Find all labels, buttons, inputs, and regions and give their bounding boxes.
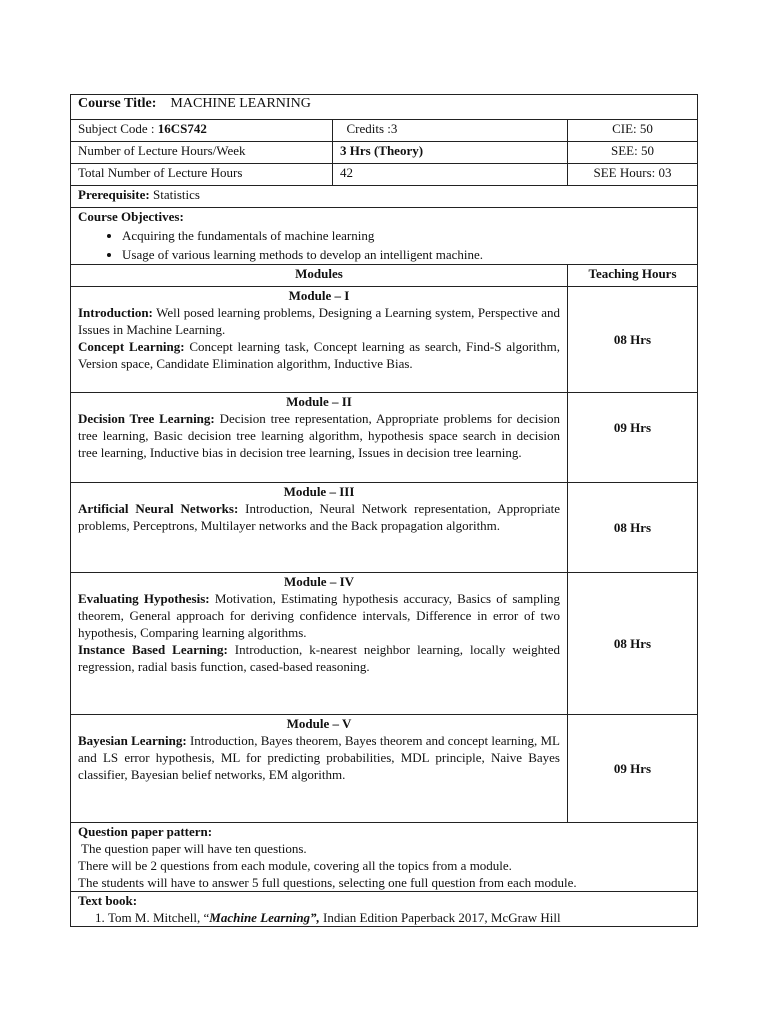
module-hours: 08 Hrs <box>568 573 698 715</box>
module-topic <box>78 590 560 641</box>
cie: CIE: 50 <box>568 120 698 142</box>
module-topic <box>78 338 560 372</box>
objectives-label: Course Objectives: <box>78 209 184 224</box>
course-title-label: Course Title: <box>78 96 157 111</box>
credits: Credits :3 <box>346 121 398 136</box>
topic-label: Evaluating Hypothesis: <box>78 591 210 606</box>
textbook-row <box>71 892 698 927</box>
teaching-hours-header: Teaching Hours <box>568 265 698 287</box>
objectives-cell <box>71 208 698 265</box>
module-topic <box>78 732 560 783</box>
credits-cell <box>333 120 568 142</box>
question-paper-row <box>71 823 698 892</box>
objective-item: • Acquiring the fundamentals of machine learning <box>122 226 690 245</box>
modules-header-row <box>71 265 698 287</box>
prerequisite: Statistics <box>152 187 200 202</box>
textbook-title: Machine Learning”, <box>209 910 320 925</box>
module-title: Module – III <box>283 484 355 499</box>
course-title-cell <box>71 95 698 120</box>
module-content <box>71 573 568 715</box>
subject-code-label: Subject Code : <box>78 121 155 136</box>
textbook-label: Text book: <box>78 893 138 908</box>
see: SEE: 50 <box>568 142 698 164</box>
module-row <box>71 393 698 483</box>
prerequisite-label: Prerequisite: <box>78 187 150 202</box>
module-topic <box>78 304 560 338</box>
subject-code-cell <box>71 120 333 142</box>
total-lecture-hours-row <box>71 164 698 186</box>
objective-item: • Usage of various learning methods to develop an intelligent machine. <box>122 245 690 264</box>
question-paper-line: The question paper will have ten questions. <box>78 841 307 856</box>
syllabus-table <box>70 94 698 927</box>
textbook-list <box>78 909 690 926</box>
module-title: Module – IV <box>283 574 355 589</box>
module-title: Module – I <box>288 288 350 303</box>
module-title: Module – II <box>286 394 352 409</box>
lecture-hours-week-row <box>71 142 698 164</box>
see-hours: SEE Hours: 03 <box>568 164 698 186</box>
module-hours: 09 Hrs <box>568 393 698 483</box>
lecture-hours-week: 3 Hrs (Theory) <box>333 142 568 164</box>
question-paper-cell <box>71 823 698 892</box>
topic-text: Decision tree representation, Appropriate problems for decision tree learning, Basic decision tree learning algorithm, hypothesis space search in decision tree learning, Inductive bias in decision tree learning, Issues in decision tree learning. <box>78 411 561 460</box>
course-title-row <box>71 95 698 120</box>
topic-label: Bayesian Learning: <box>78 733 187 748</box>
module-row <box>71 573 698 715</box>
topic-text: Introduction, k-nearest neighbor learning, locally weighted regression, radial basis function, cased-based reasoning. <box>78 642 560 674</box>
module-row <box>71 715 698 823</box>
total-lecture-hours-label: Total Number of Lecture Hours <box>71 164 333 186</box>
course-title: MACHINE LEARNING <box>170 96 311 111</box>
topic-text: Concept learning task, Concept learning as search, Find-S algorithm, Version space, Candidate Elimination algorithm, Inductive Bias. <box>78 339 560 371</box>
module-hours: 08 Hrs <box>568 287 698 393</box>
question-paper-label: Question paper pattern: <box>78 824 213 839</box>
textbook-item <box>108 909 690 926</box>
objectives-list <box>78 226 690 264</box>
module-topic <box>78 500 560 534</box>
topic-label: Concept Learning: <box>78 339 185 354</box>
topic-text: Introduction, Bayes theorem, Bayes theorem and concept learning, ML and LS error hypothesis, ML for predicting probabilities, MDL principle, Naive Bayes classifier, Bayesian belief networks, EM algorithm. <box>78 733 560 782</box>
question-paper-line: The students will have to answer 5 full questions, selecting one full question from each module. <box>78 875 577 890</box>
topic-text: Well posed learning problems, Designing a Learning system, Perspective and Issues in Machine Learning. <box>78 305 560 337</box>
module-topic <box>78 641 560 675</box>
objectives-row <box>71 208 698 265</box>
modules-header: Modules <box>71 265 568 287</box>
topic-text: Motivation, Estimating hypothesis accuracy, Basics of sampling theorem, General approach for deriving confidence intervals, Difference in error of two hypothesis, Comparing learning algorithms. <box>78 591 560 640</box>
total-lecture-hours: 42 <box>333 164 568 186</box>
topic-label: Artificial Neural Networks: <box>78 501 239 516</box>
module-row <box>71 287 698 393</box>
question-paper-line: There will be 2 questions from each module, covering all the topics from a module. <box>78 858 512 873</box>
module-row <box>71 483 698 573</box>
topic-label: Decision Tree Learning: <box>78 411 215 426</box>
topic-text: Introduction, Neural Network representation, Appropriate problems, Perceptrons, Multilayer networks and the Back propagation algorithm. <box>78 501 560 533</box>
prerequisite-row <box>71 186 698 208</box>
textbook-author: Tom M. Mitchell, “ <box>108 910 210 925</box>
lecture-hours-week-label: Number of Lecture Hours/Week <box>71 142 333 164</box>
subject-code: 16CS742 <box>157 121 207 136</box>
textbook-edition: Indian Edition Paperback 2017, McGraw Hill <box>319 910 561 925</box>
module-content <box>71 715 568 823</box>
module-title: Module – V <box>286 716 352 731</box>
subject-code-row <box>71 120 698 142</box>
prerequisite-cell <box>71 186 698 208</box>
module-topic <box>78 410 560 461</box>
topic-label: Introduction: <box>78 305 153 320</box>
module-hours: 09 Hrs <box>568 715 698 823</box>
module-hours: 08 Hrs <box>568 483 698 573</box>
module-content <box>71 393 568 483</box>
module-content <box>71 287 568 393</box>
module-content <box>71 483 568 573</box>
topic-label: Instance Based Learning: <box>78 642 228 657</box>
textbook-cell <box>71 892 698 927</box>
